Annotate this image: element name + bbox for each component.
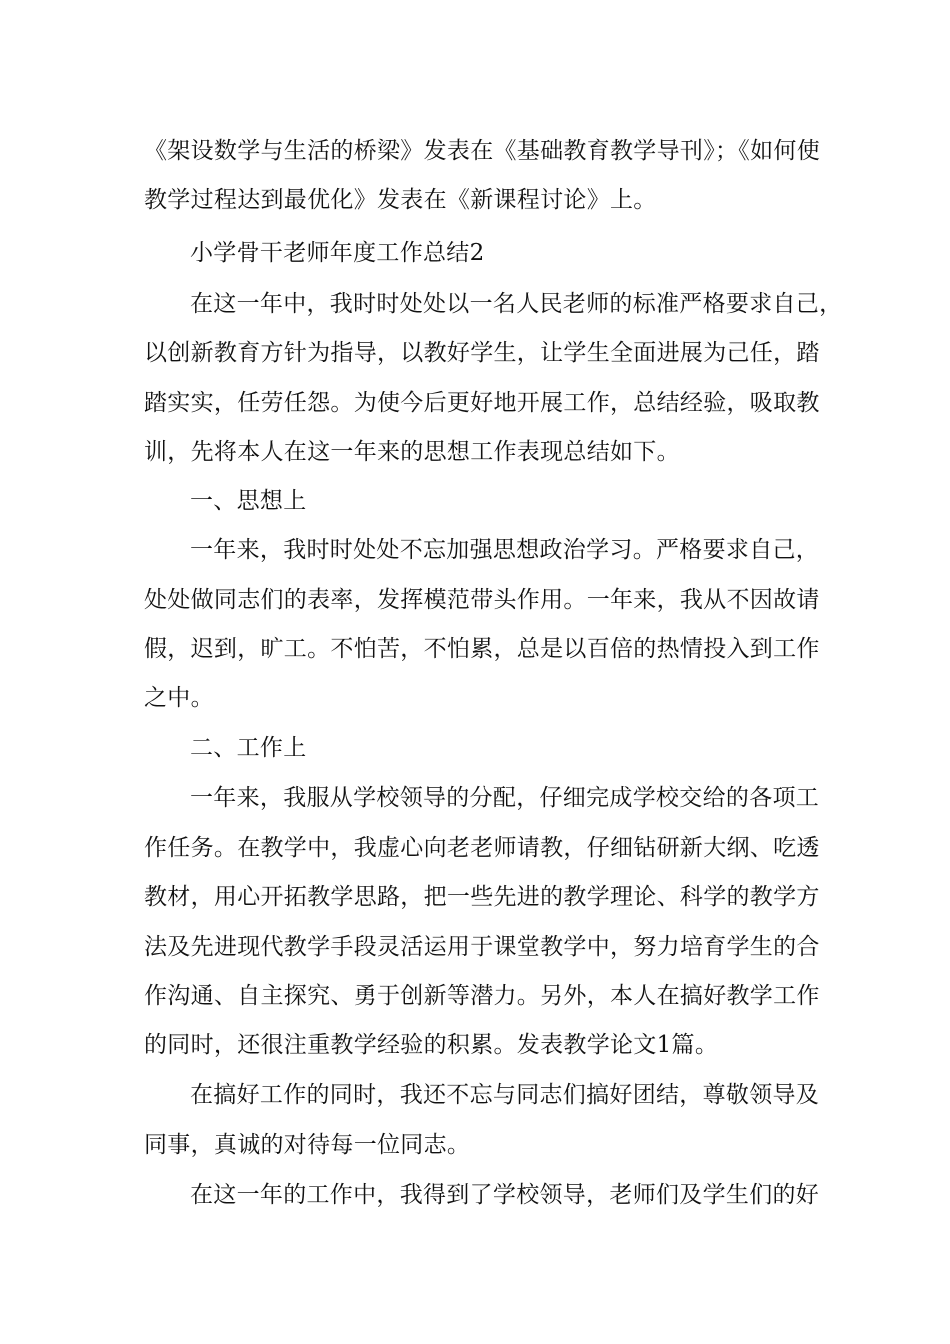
text-line: 处处做同志们的表率，发挥模范带头作用。一年来，我从不因故请 <box>144 587 820 613</box>
heading-work: 二、工作上 <box>190 735 307 761</box>
text-line: 作沟通、自主探究、勇于创新等潜力。另外，本人在搞好教学工作 <box>144 983 820 1009</box>
text-line: 法及先进现代教学手段灵活运用于课堂教学中，努力培育学生的合 <box>144 934 820 960</box>
heading-thought: 一、思想上 <box>190 488 307 514</box>
text-line: 同事，真诚的对待每一位同志。 <box>144 1132 471 1158</box>
text-line: 在搞好工作的同时，我还不忘与同志们搞好团结，尊敬领导及 <box>190 1082 820 1108</box>
text-line: 《架设数学与生活的桥梁》发表在《基础教育教学导刊》；《如何使 <box>144 138 820 164</box>
text-line: 教学过程达到最优化》发表在《新课程讨论》上。 <box>144 187 657 213</box>
text-line: 一年来，我时时处处不忘加强思想政治学习。严格要求自己， <box>190 537 820 563</box>
text-line: 作任务。在教学中，我虚心向老老师请教，仔细钻研新大纲、吃透 <box>144 835 820 861</box>
text-line: 的同时，还很注重教学经验的积累。发表教学论文1篇。 <box>144 1032 719 1058</box>
text-line: 假，迟到，旷工。不怕苦，不怕累，总是以百倍的热情投入到工作 <box>144 636 820 662</box>
text-line: 一年来，我服从学校领导的分配，仔细完成学校交给的各项工 <box>190 785 820 811</box>
section-title: 小学骨干老师年度工作总结2 <box>190 240 485 266</box>
text-line: 教材，用心开拓教学思路，把一些先进的教学理论、科学的教学方 <box>144 884 820 910</box>
text-line: 训，先将本人在这一年来的思想工作表现总结如下。 <box>144 439 680 465</box>
text-line: 在这一年的工作中，我得到了学校领导，老师们及学生们的好 <box>190 1182 820 1208</box>
text-line: 之中。 <box>144 685 214 711</box>
text-line: 踏实实，任劳任怨。为使今后更好地开展工作，总结经验，吸取教 <box>144 390 820 416</box>
text-line: 以创新教育方针为指导，以教好学生，让学生全面进展为己任，踏 <box>144 340 820 366</box>
text-line: 在这一年中，我时时处处以一名人民老师的标准严格要求自己， <box>190 291 843 317</box>
